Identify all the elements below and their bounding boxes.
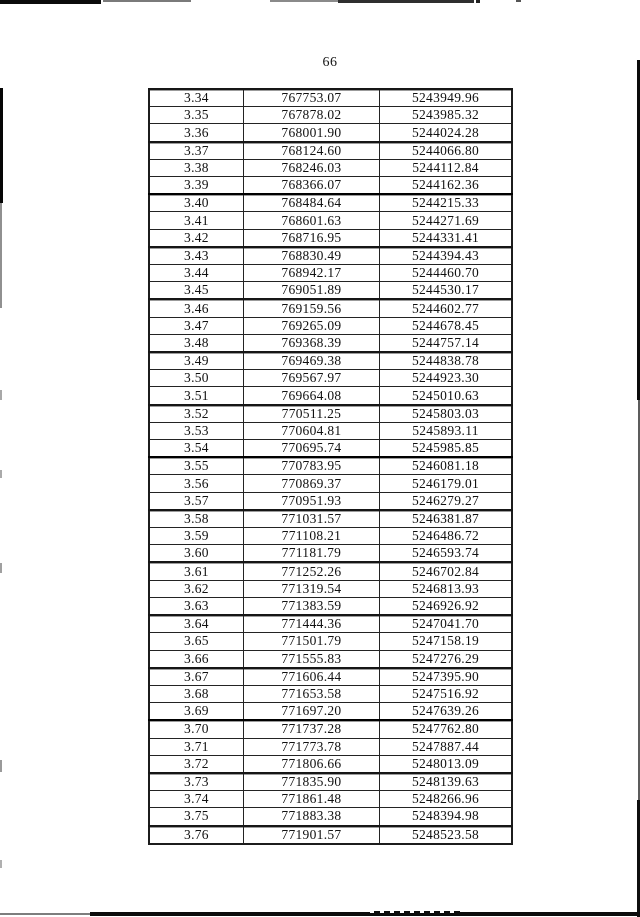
table-cell: 3.54 bbox=[149, 440, 243, 458]
table-cell: 769051.89 bbox=[243, 282, 379, 300]
table-cell: 5246179.01 bbox=[380, 475, 513, 492]
table-cell: 770511.25 bbox=[243, 405, 379, 423]
table-cell: 3.63 bbox=[149, 597, 243, 615]
table-cell: 3.67 bbox=[149, 668, 243, 686]
table-cell: 5247395.90 bbox=[380, 668, 513, 686]
table-cell: 771901.57 bbox=[243, 826, 379, 844]
table-cell: 3.48 bbox=[149, 334, 243, 352]
table-cell: 5246279.27 bbox=[380, 492, 513, 510]
coordinate-table-body bbox=[149, 89, 512, 844]
table-cell: 5244757.14 bbox=[380, 334, 513, 352]
table-cell: 768716.95 bbox=[243, 229, 379, 247]
table-cell: 769469.38 bbox=[243, 352, 379, 370]
table-cell: 771653.58 bbox=[243, 685, 379, 702]
scan-artifact-bottom-edge bbox=[370, 911, 460, 913]
table-cell: 3.73 bbox=[149, 773, 243, 791]
table-cell: 768484.64 bbox=[243, 194, 379, 212]
table-cell: 3.60 bbox=[149, 545, 243, 563]
scan-artifact-bottom-edge bbox=[0, 913, 90, 915]
table-row bbox=[149, 597, 512, 615]
table-cell: 5244530.17 bbox=[380, 282, 513, 300]
table-cell: 3.72 bbox=[149, 755, 243, 773]
table-cell: 771773.78 bbox=[243, 738, 379, 755]
table-cell: 5247762.80 bbox=[380, 720, 513, 738]
table-cell: 5248266.96 bbox=[380, 791, 513, 808]
table-row bbox=[149, 370, 512, 387]
table-cell: 5246486.72 bbox=[380, 528, 513, 545]
table-cell: 3.40 bbox=[149, 194, 243, 212]
table-cell: 3.68 bbox=[149, 685, 243, 702]
table-cell: 5244066.80 bbox=[380, 142, 513, 160]
table-cell: 5244602.77 bbox=[380, 299, 513, 317]
table-cell: 3.57 bbox=[149, 492, 243, 510]
table-cell: 769664.08 bbox=[243, 387, 379, 405]
table-cell: 3.58 bbox=[149, 510, 243, 528]
table-cell: 3.42 bbox=[149, 229, 243, 247]
table-cell: 768246.03 bbox=[243, 159, 379, 176]
table-row bbox=[149, 808, 512, 826]
scan-artifact-top-edge bbox=[0, 0, 101, 4]
scan-artifact-top-edge bbox=[270, 0, 338, 2]
table-cell: 3.74 bbox=[149, 791, 243, 808]
table-cell: 5244271.69 bbox=[380, 212, 513, 229]
table-cell: 771383.59 bbox=[243, 597, 379, 615]
table-cell: 768001.90 bbox=[243, 124, 379, 142]
table-cell: 5245010.63 bbox=[380, 387, 513, 405]
table-row bbox=[149, 282, 512, 300]
table-cell: 5243949.96 bbox=[380, 89, 513, 107]
table-cell: 771737.28 bbox=[243, 720, 379, 738]
table-row bbox=[149, 545, 512, 563]
table-row bbox=[149, 738, 512, 755]
table-cell: 3.64 bbox=[149, 615, 243, 633]
table-cell: 768942.17 bbox=[243, 265, 379, 282]
table-cell: 767878.02 bbox=[243, 107, 379, 124]
table-cell: 770951.93 bbox=[243, 492, 379, 510]
table-row bbox=[149, 247, 512, 265]
table-cell: 5244678.45 bbox=[380, 317, 513, 334]
table-cell: 3.70 bbox=[149, 720, 243, 738]
table-cell: 3.45 bbox=[149, 282, 243, 300]
scan-artifact-left-edge bbox=[0, 860, 2, 868]
table-cell: 768601.63 bbox=[243, 212, 379, 229]
table-cell: 769368.39 bbox=[243, 334, 379, 352]
table-cell: 5246593.74 bbox=[380, 545, 513, 563]
table-cell: 5247276.29 bbox=[380, 650, 513, 668]
table-cell: 3.44 bbox=[149, 265, 243, 282]
table-cell: 5247887.44 bbox=[380, 738, 513, 755]
table-row bbox=[149, 422, 512, 439]
table-row bbox=[149, 299, 512, 317]
table-row bbox=[149, 405, 512, 423]
table-row bbox=[149, 194, 512, 212]
coordinate-table bbox=[148, 88, 513, 845]
table-row bbox=[149, 265, 512, 282]
table-cell: 3.52 bbox=[149, 405, 243, 423]
table-cell: 771606.44 bbox=[243, 668, 379, 686]
table-row bbox=[149, 791, 512, 808]
table-cell: 3.43 bbox=[149, 247, 243, 265]
table-cell: 770869.37 bbox=[243, 475, 379, 492]
table-row bbox=[149, 159, 512, 176]
table-row bbox=[149, 475, 512, 492]
table-row bbox=[149, 755, 512, 773]
table-cell: 771031.57 bbox=[243, 510, 379, 528]
table-row bbox=[149, 773, 512, 791]
table-row bbox=[149, 650, 512, 668]
table-row bbox=[149, 615, 512, 633]
table-cell: 5247158.19 bbox=[380, 633, 513, 650]
table-cell: 3.46 bbox=[149, 299, 243, 317]
table-row bbox=[149, 528, 512, 545]
table-row bbox=[149, 440, 512, 458]
table-cell: 771252.26 bbox=[243, 562, 379, 580]
table-cell: 5248523.58 bbox=[380, 826, 513, 844]
table-cell: 771444.36 bbox=[243, 615, 379, 633]
table-cell: 771835.90 bbox=[243, 773, 379, 791]
scan-artifact-left-edge bbox=[0, 563, 2, 573]
table-cell: 771319.54 bbox=[243, 580, 379, 597]
table-cell: 5246381.87 bbox=[380, 510, 513, 528]
table-cell: 5245803.03 bbox=[380, 405, 513, 423]
table-cell: 3.53 bbox=[149, 422, 243, 439]
table-cell: 768830.49 bbox=[243, 247, 379, 265]
table-cell: 3.50 bbox=[149, 370, 243, 387]
table-cell: 3.38 bbox=[149, 159, 243, 176]
table-row bbox=[149, 510, 512, 528]
scan-artifact-top-edge bbox=[338, 0, 474, 3]
table-cell: 3.37 bbox=[149, 142, 243, 160]
table-cell: 3.65 bbox=[149, 633, 243, 650]
table-cell: 3.34 bbox=[149, 89, 243, 107]
table-cell: 5247041.70 bbox=[380, 615, 513, 633]
scan-artifact-left-edge bbox=[0, 760, 2, 772]
table-cell: 3.71 bbox=[149, 738, 243, 755]
table-cell: 769265.09 bbox=[243, 317, 379, 334]
table-cell: 3.55 bbox=[149, 457, 243, 475]
table-cell: 771806.66 bbox=[243, 755, 379, 773]
table-cell: 768124.60 bbox=[243, 142, 379, 160]
table-cell: 5244923.30 bbox=[380, 370, 513, 387]
table-cell: 767753.07 bbox=[243, 89, 379, 107]
table-cell: 769159.56 bbox=[243, 299, 379, 317]
table-cell: 771108.21 bbox=[243, 528, 379, 545]
table-cell: 3.49 bbox=[149, 352, 243, 370]
table-row bbox=[149, 720, 512, 738]
table-cell: 3.76 bbox=[149, 826, 243, 844]
table-cell: 5243985.32 bbox=[380, 107, 513, 124]
table-cell: 3.39 bbox=[149, 177, 243, 195]
table-row bbox=[149, 212, 512, 229]
table-cell: 5246702.84 bbox=[380, 562, 513, 580]
table-row bbox=[149, 633, 512, 650]
table-cell: 5247516.92 bbox=[380, 685, 513, 702]
table-cell: 768366.07 bbox=[243, 177, 379, 195]
table-row bbox=[149, 334, 512, 352]
table-row bbox=[149, 562, 512, 580]
table-cell: 5248394.98 bbox=[380, 808, 513, 826]
table-cell: 5244460.70 bbox=[380, 265, 513, 282]
table-cell: 3.62 bbox=[149, 580, 243, 597]
table-row bbox=[149, 826, 512, 844]
scan-artifact-top-edge bbox=[103, 0, 191, 2]
table-cell: 771181.79 bbox=[243, 545, 379, 563]
table-cell: 3.66 bbox=[149, 650, 243, 668]
table-cell: 769567.97 bbox=[243, 370, 379, 387]
table-row bbox=[149, 668, 512, 686]
table-cell: 771861.48 bbox=[243, 791, 379, 808]
table-cell: 5245985.85 bbox=[380, 440, 513, 458]
table-row bbox=[149, 685, 512, 702]
table-cell: 3.75 bbox=[149, 808, 243, 826]
table-cell: 5245893.11 bbox=[380, 422, 513, 439]
table-cell: 3.41 bbox=[149, 212, 243, 229]
table-cell: 3.51 bbox=[149, 387, 243, 405]
scan-artifact-left-edge bbox=[0, 203, 2, 308]
table-cell: 771555.83 bbox=[243, 650, 379, 668]
table-cell: 5244215.33 bbox=[380, 194, 513, 212]
table-cell: 5246081.18 bbox=[380, 457, 513, 475]
table-row bbox=[149, 177, 512, 195]
table-cell: 5244331.41 bbox=[380, 229, 513, 247]
table-row bbox=[149, 124, 512, 142]
scan-artifact-left-edge bbox=[0, 390, 2, 400]
table-row bbox=[149, 317, 512, 334]
table-cell: 5244394.43 bbox=[380, 247, 513, 265]
table-row bbox=[149, 352, 512, 370]
table-cell: 770783.95 bbox=[243, 457, 379, 475]
table-cell: 3.69 bbox=[149, 703, 243, 721]
table-cell: 5244024.28 bbox=[380, 124, 513, 142]
page-number: 66 bbox=[322, 55, 338, 70]
table-row bbox=[149, 580, 512, 597]
table-cell: 5244838.78 bbox=[380, 352, 513, 370]
scan-artifact-bottom-edge bbox=[90, 912, 640, 916]
table-cell: 3.59 bbox=[149, 528, 243, 545]
table-cell: 5244112.84 bbox=[380, 159, 513, 176]
table-cell: 5247639.26 bbox=[380, 703, 513, 721]
table-cell: 3.61 bbox=[149, 562, 243, 580]
table-cell: 5248139.63 bbox=[380, 773, 513, 791]
table-cell: 771883.38 bbox=[243, 808, 379, 826]
table-row bbox=[149, 387, 512, 405]
table-cell: 3.56 bbox=[149, 475, 243, 492]
table-cell: 770695.74 bbox=[243, 440, 379, 458]
scan-artifact-top-edge bbox=[476, 0, 480, 3]
table-cell: 5246813.93 bbox=[380, 580, 513, 597]
table-cell: 3.36 bbox=[149, 124, 243, 142]
table-row bbox=[149, 457, 512, 475]
table-cell: 771697.20 bbox=[243, 703, 379, 721]
table-cell: 5246926.92 bbox=[380, 597, 513, 615]
table-cell: 771501.79 bbox=[243, 633, 379, 650]
scan-artifact-left-edge bbox=[0, 470, 2, 478]
table-row bbox=[149, 107, 512, 124]
table-cell: 5244162.36 bbox=[380, 177, 513, 195]
table-row bbox=[149, 229, 512, 247]
table-row bbox=[149, 89, 512, 107]
table-row bbox=[149, 703, 512, 721]
table-row bbox=[149, 142, 512, 160]
table-cell: 770604.81 bbox=[243, 422, 379, 439]
scan-artifact-left-edge bbox=[0, 88, 3, 203]
table-cell: 5248013.09 bbox=[380, 755, 513, 773]
table-cell: 3.35 bbox=[149, 107, 243, 124]
table-row bbox=[149, 492, 512, 510]
scan-artifact-top-edge bbox=[516, 0, 521, 2]
table-cell: 3.47 bbox=[149, 317, 243, 334]
